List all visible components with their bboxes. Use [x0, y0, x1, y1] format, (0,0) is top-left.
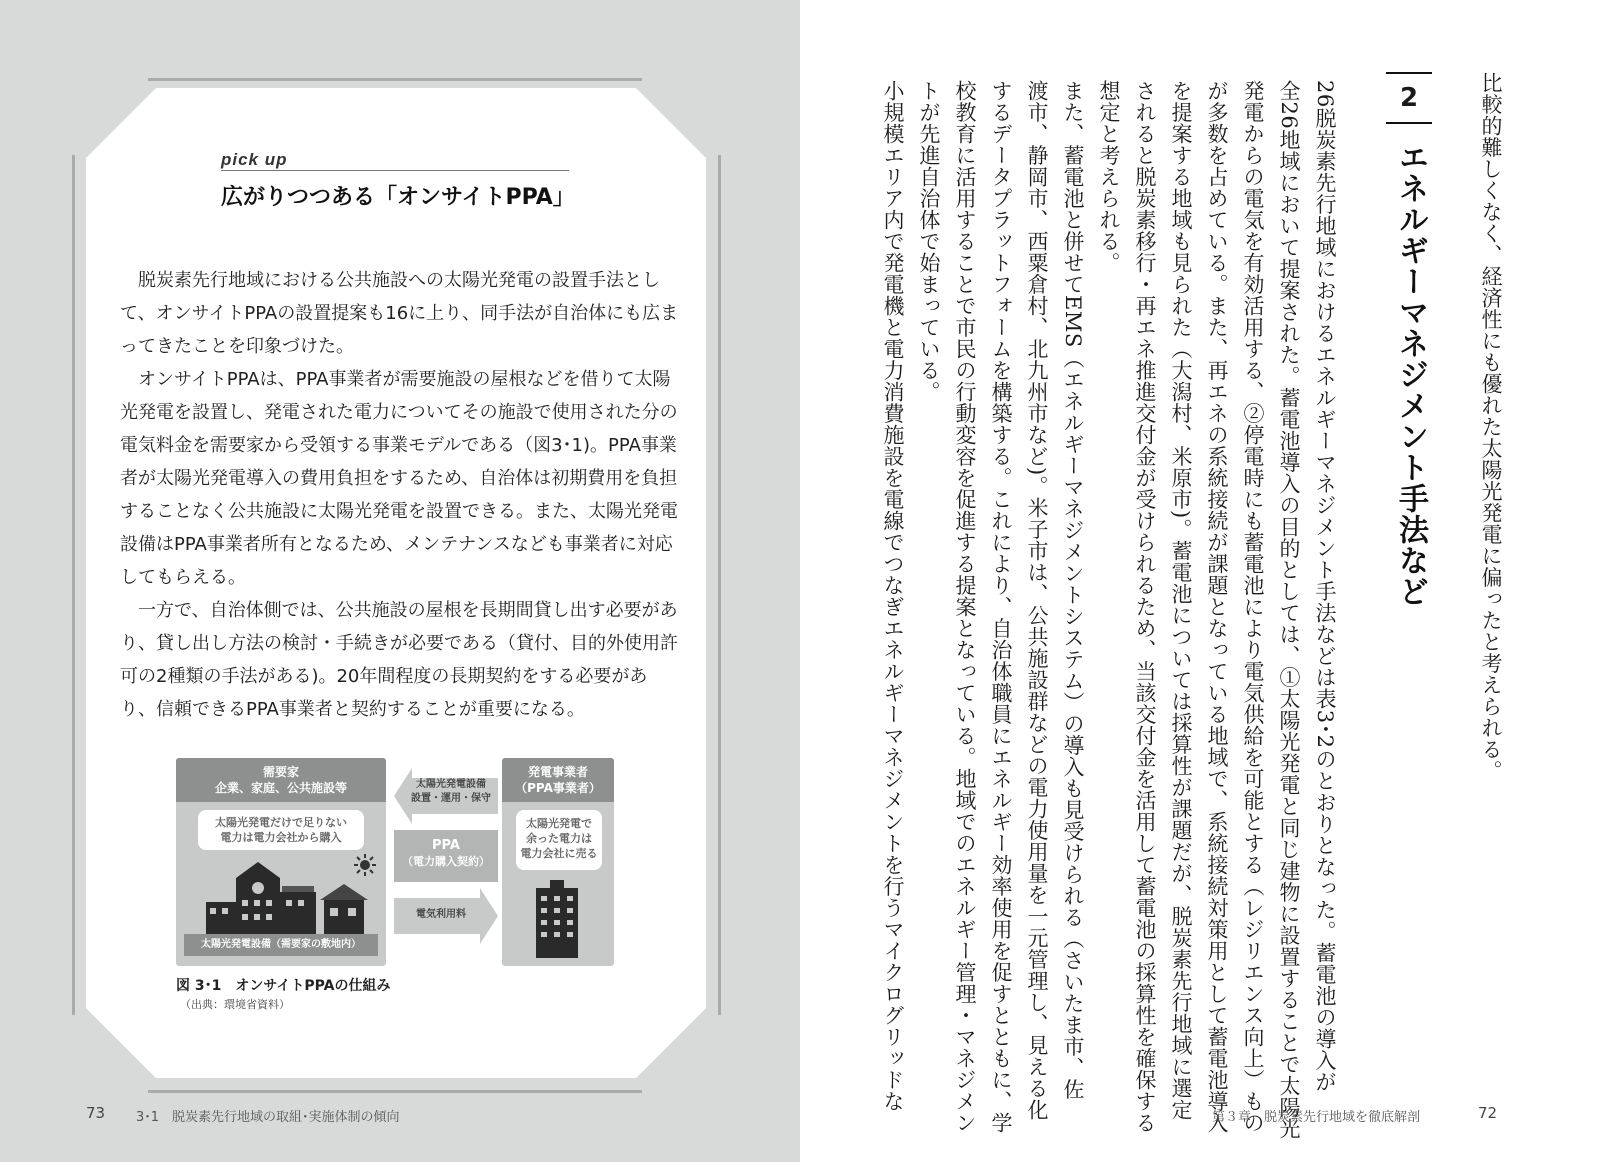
arrow-bottom-label: 電気利用料: [416, 909, 466, 920]
running-header-left: 3･1 脱炭素先行地域の取組･実施体制の傾向: [136, 1110, 400, 1125]
frame-top-rule: [148, 78, 642, 81]
paragraph: オンサイトPPAは、PPA事業者が需要施設の屋根などを借りて太陽光発電を設置し、発電された電力についてその施設で使用された分の電気料金を需要家から受領する事業モデルである（図3･1)。PPA事業者が太陽光発電導入の費用負担をするため、自治体は初期費用を負担することなく公共施設に太陽光発電を設置できる。また、太陽光発電設備はPPA事業者所有となるため、メンテナンスなども事業者に対応してもらえる。: [120, 369, 678, 588]
text-column: また、蓄電池と併せてEMS（エネルギーマネジメントシステム）の導入も見受けられる（さいたま市、佐: [1061, 80, 1085, 1101]
text-column: 26脱炭素先行地域におけるエネルギーマネジメント手法などは表3･2のとおりとなった。蓄電池の導入が: [1313, 80, 1337, 1093]
consumer-bottom-label: 太陽光発電設備（需要家の敷地内）: [184, 934, 378, 956]
text-column: されると脱炭素移行・再エネ推進交付金が受けられるため、当該交付金を活用して蓄電池の採算性を確保する: [1133, 80, 1157, 1134]
section-number: 2: [1386, 72, 1432, 124]
paragraph: 脱炭素先行地域における公共施設への太陽光発電の設置手法として、オンサイトPPAの設置提案も16に上り、同手法が自治体にも広まってきたことを印象づけた。: [120, 270, 679, 357]
consumer-header: [176, 758, 386, 802]
pickup-rule: [221, 170, 569, 171]
text-column: 比較的難しくなく、経済性にも優れた太陽光発電に偏ったと考えられる。: [1479, 72, 1503, 782]
consumer-subtitle: 企業、家庭、公共施設等: [214, 781, 347, 795]
sun-icon: [354, 854, 376, 876]
supplier-subtitle: （PPA事業者）: [515, 781, 601, 795]
text-column: するデータプラットフォームを構築する。これにより、自治体職員にエネルギー効率使用を促すとともに、学: [989, 80, 1013, 1134]
text-column: 全26地域において提案された。蓄電池導入の目的としては、①太陽光発電と同じ建物に設置することで太陽光: [1277, 80, 1301, 1140]
figure-caption: 図 3･1 オンサイトPPAの仕組み: [176, 978, 391, 994]
onsite-ppa-diagram: [176, 758, 613, 968]
figure-source: （出典：環境省資料）: [180, 998, 290, 1011]
text-column: トが先進自治体で始まっている。: [917, 80, 941, 403]
text-column: 想定と考えられる。: [1097, 80, 1121, 274]
paragraph: 一方で、自治体側では、公共施設の屋根を長期間貸し出す必要があり、貸し出し方法の検討・手続きが必要である（貸付、目的外使用許可の2種類の手法がある)。20年間程度の長期契約をする必要があり、信頼できるPPA事業者と契約することが重要になる。: [120, 600, 678, 720]
section-title: エネルギーマネジメント手法など: [1393, 142, 1428, 607]
pickup-label: pick up: [221, 150, 288, 169]
text-column: 小規模エリア内で発電機と電力消費施設を電線でつなぎエネルギーマネジメントを行うマイクログリッドな: [881, 80, 905, 1112]
supplier-title: 発電事業者: [527, 765, 588, 779]
supplier-bubble-line: 余った電力は: [526, 832, 592, 845]
consumer-title: 需要家: [262, 765, 299, 779]
frame-left-rule: [72, 155, 75, 1015]
ppa-label: [400, 838, 492, 870]
text-column: 発電からの電気を有効活用する、②停電時にも蓄電池により電気供給を可能とする（レジリエンス向上）もの: [1241, 80, 1265, 1134]
text-column: 校教育に活用することで市民の行動変容を促進する提案となっている。地域でのエネルギー管理・マネジメン: [953, 80, 977, 1134]
office-building-icon: [536, 880, 578, 958]
consumer-bubble-line: 太陽光発電だけで足りない: [215, 816, 347, 829]
buildings-icon: [206, 858, 376, 934]
consumer-bubble-line: 電力は電力会社から購入: [220, 831, 342, 844]
ppa-title: PPA: [432, 838, 460, 853]
running-header-right: 第３章 脱炭素先行地域を徹底解剖: [1212, 1110, 1421, 1125]
page-number-right: 72: [1478, 1104, 1498, 1122]
frame-bottom-rule: [148, 1090, 642, 1093]
page-number-left: 73: [86, 1104, 106, 1122]
pickup-title: 広がりつつある「オンサイトPPA」: [221, 185, 575, 210]
ppa-subtitle: （電力購入契約）: [402, 855, 490, 868]
consumer-bubble: [198, 810, 364, 850]
text-column: が多数を占めている。また、再エネの系統接続が課題となっている地域で、系統接続対策用として蓄電池導入: [1205, 80, 1229, 1134]
arrow-top-line: 太陽光発電設備: [416, 779, 486, 790]
supplier-header: [502, 758, 614, 802]
supplier-bubble: [516, 810, 602, 870]
text-column: を提案する地域も見られた（大潟村、米原市)。蓄電池については採算性が課題だが、脱炭素先行地域に選定: [1169, 80, 1193, 1121]
frame-right-rule: [718, 155, 721, 1015]
pickup-body: [120, 264, 680, 726]
arrow-top-label: [408, 778, 494, 806]
arrow-top-line: 設置・運用・保守: [411, 793, 491, 804]
supplier-bubble-line: 太陽光発電で: [526, 817, 592, 830]
supplier-bubble-line: 電力会社に売る: [520, 847, 598, 860]
text-column: 渡市、静岡市、西粟倉村、北九州市など)。米子市は、公共施設群などの電力使用量を一元管理し、見える化: [1025, 80, 1049, 1121]
